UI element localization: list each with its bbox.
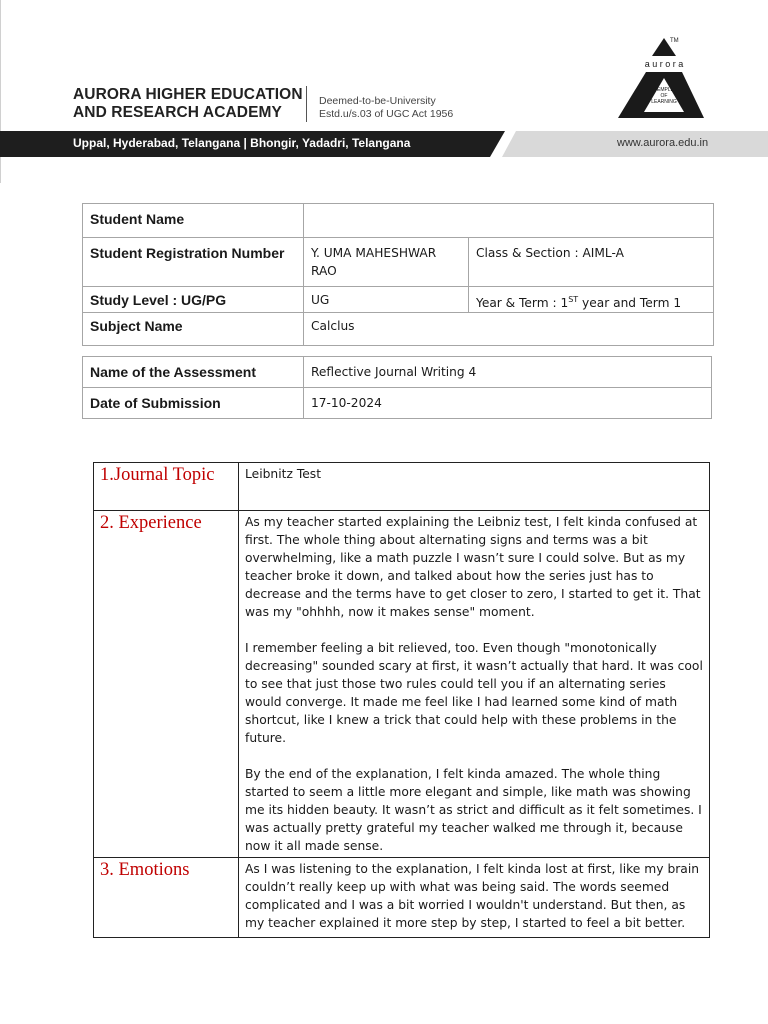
journal-topic-value: Leibnitz Test — [239, 463, 710, 511]
class-section: Class & Section : AIML-A — [469, 238, 714, 287]
registration-label: Student Registration Number — [83, 238, 304, 287]
logo-trademark: TM — [670, 38, 679, 44]
year-term-suffix: year and Term 1 — [578, 296, 682, 311]
aurora-logo — [616, 34, 706, 124]
experience-paragraph: By the end of the explanation, I felt kinda amazed. The whole thing started to seem a little more elegant and simple, like math was showing me its hidden beauty. It wasn’t as strict and difficult as it felt sometimes. I was actually pretty grateful my teacher walked me through it, because now it all made sense. — [245, 767, 702, 853]
logo-tagline3: LEARNING — [651, 99, 677, 105]
deemed-university-text — [319, 95, 453, 121]
experience-heading: 2. Experience — [94, 511, 239, 858]
subject-value: Calclus — [304, 313, 714, 346]
year-term — [469, 287, 714, 313]
assessment-table — [82, 356, 712, 419]
subject-label: Subject Name — [83, 313, 304, 346]
logo-tagline2: OF — [660, 93, 668, 99]
deemed-line1: Deemed-to-be-University — [319, 95, 436, 107]
journal-table — [93, 462, 710, 938]
assessment-name-value: Reflective Journal Writing 4 — [304, 357, 712, 388]
logo-name: a u r o r a — [644, 59, 684, 69]
institution-name-line2: AND RESEARCH ACADEMY — [73, 104, 282, 121]
logo-tagline1: TEMPLE — [653, 87, 675, 93]
experience-paragraph: I remember feeling a bit relieved, too. Even though "monotonically decreasing" sounded scary at first, it wasn’t actually that hard. It was cool to see that just those two rules could tell you if an alternating series would converge. It made me feel like I had learned some kind of math shortcut, like I knew a trick that could help with these problems in the future. — [245, 641, 703, 745]
student-info-table — [82, 203, 714, 346]
student-name-label: Student Name — [83, 204, 304, 238]
study-level-value: UG — [304, 287, 469, 313]
registration-value: Y. UMA MAHESHWAR RAO — [304, 238, 469, 287]
student-name-value — [304, 204, 714, 238]
institution-name — [73, 86, 303, 122]
experience-text — [239, 511, 710, 858]
institution-name-line1: AURORA HIGHER EDUCATION — [73, 86, 303, 103]
submission-date-value: 17-10-2024 — [304, 388, 712, 419]
assessment-name-label: Name of the Assessment — [83, 357, 304, 388]
emotions-heading: 3. Emotions — [94, 858, 239, 938]
study-level-label: Study Level : UG/PG — [83, 287, 304, 313]
journal-topic-heading: 1.Journal Topic — [94, 463, 239, 511]
experience-paragraph: As my teacher started explaining the Leibniz test, I felt kinda confused at first. The whole thing about alternating signs and terms was a bit overwhelming, like a math puzzle I wasn’t sure I could solve. But as my teacher broke it down, and talked about how the series just has to decrease and the terms have to get closer to zero, I started to get it. That was my "ohhhh, now it makes sense" moment. — [245, 515, 701, 619]
emotions-text: As I was listening to the explanation, I felt kinda lost at first, like my brain couldn’t really keep up with what was being said. The words seemed complicated and I was a bit worried I wouldn't understand. But then, as my teacher explained it more step by step, I started to feel a bit better. — [239, 858, 710, 938]
aurora-triangle-icon — [616, 34, 706, 124]
year-term-prefix: Year & Term : 1 — [476, 296, 569, 311]
year-term-sup: ST — [568, 295, 579, 304]
submission-date-label: Date of Submission — [83, 388, 304, 419]
website-link[interactable]: www.aurora.edu.in — [617, 137, 709, 149]
deemed-line2: Estd.u/s.03 of UGC Act 1956 — [319, 108, 454, 120]
campus-locations: Uppal, Hyderabad, Telangana | Bhongir, Yadadri, Telangana — [73, 136, 411, 150]
header-divider — [306, 86, 307, 122]
